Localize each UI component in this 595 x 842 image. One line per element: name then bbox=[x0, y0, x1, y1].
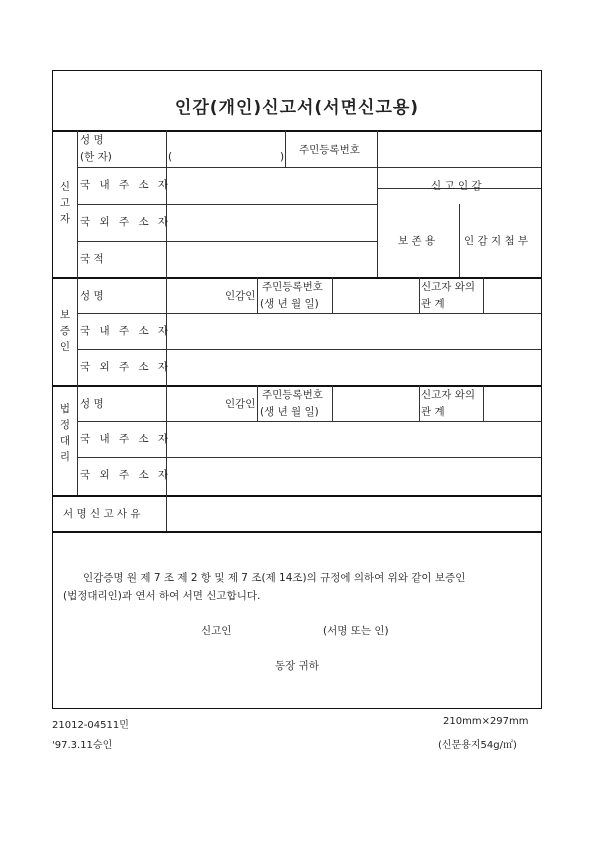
guarantor-section-label: 보증인 bbox=[59, 309, 71, 353]
applicant-section-label: 신고자 bbox=[59, 181, 71, 225]
section-line bbox=[53, 277, 541, 279]
section-line bbox=[53, 495, 541, 497]
col-line bbox=[419, 385, 420, 421]
row-line bbox=[77, 167, 541, 168]
legal-rep-resident-no-label: 주민등록번호 bbox=[262, 389, 323, 401]
col-line bbox=[377, 130, 378, 277]
addressee: 동장 귀하 bbox=[275, 660, 319, 672]
col-line bbox=[332, 385, 333, 421]
row-line bbox=[77, 313, 541, 314]
col-line bbox=[285, 130, 286, 167]
keep-label: 보 존 용 bbox=[398, 235, 436, 247]
row-line bbox=[77, 457, 541, 458]
guarantor-resident-no-label: 주민등록번호 bbox=[262, 281, 323, 293]
legal-rep-name-label: 성 명 bbox=[80, 398, 104, 410]
row-line bbox=[77, 204, 377, 205]
form-number: 21012-04511민 bbox=[52, 720, 129, 731]
applicant-name-label: 성 명 bbox=[80, 134, 104, 146]
col-line bbox=[459, 204, 460, 277]
applicant-foreign-addr-label: 국 외 주 소 자 bbox=[80, 216, 172, 228]
seal-attach-label: 인 감 지 첨 부 bbox=[464, 235, 529, 247]
signer-note: (서명 또는 인) bbox=[323, 625, 389, 637]
form-frame bbox=[52, 70, 542, 709]
guarantor-seal-label: 인감인 bbox=[225, 290, 256, 302]
hanja-paren-close: ) bbox=[280, 151, 285, 163]
row-line bbox=[77, 421, 541, 422]
hanja-paren-open: ( bbox=[168, 151, 173, 163]
col-line bbox=[332, 277, 333, 313]
guarantor-name-label: 성 명 bbox=[80, 290, 104, 302]
col-line bbox=[419, 277, 420, 313]
applicant-domestic-addr-label: 국 내 주 소 자 bbox=[80, 179, 172, 191]
form-title: 인감(개인)신고서(서면신고용) bbox=[174, 98, 420, 118]
paper-size: 210mm×297mm bbox=[443, 716, 529, 727]
statement-line-2: (법정대리인)과 연서 하여 서면 신고합니다. bbox=[63, 590, 261, 602]
section-line bbox=[53, 385, 541, 387]
legal-rep-seal-label: 인감인 bbox=[225, 398, 256, 410]
guarantor-foreign-addr-label: 국 외 주 소 자 bbox=[80, 361, 172, 373]
signer-label: 신고인 bbox=[201, 625, 232, 637]
legal-rep-domestic-addr-label: 국 내 주 소 자 bbox=[80, 433, 172, 445]
statement-line-1: 인감증명 원 제 7 조 제 2 항 및 제 7 조(제 14조)의 규정에 의하여 위와 같이 보증인 bbox=[83, 572, 466, 584]
row-line bbox=[77, 349, 541, 350]
seal-label: 신 고 인 감 bbox=[431, 180, 482, 192]
col-line bbox=[483, 277, 484, 313]
legal-rep-relation-label-1: 신고자 와의 bbox=[421, 389, 476, 401]
row-line bbox=[77, 241, 377, 242]
guarantor-domestic-addr-label: 국 내 주 소 자 bbox=[80, 325, 172, 337]
col-line bbox=[483, 385, 484, 421]
paper-type: (신문용지54g/㎡) bbox=[438, 740, 517, 751]
applicant-resident-no-label: 주민등록번호 bbox=[299, 144, 360, 156]
legal-rep-birth-label: (생 년 월 일) bbox=[260, 406, 319, 418]
col-line bbox=[257, 277, 258, 313]
title-divider bbox=[53, 130, 541, 132]
reason-label: 서 명 신 고 사 유 bbox=[63, 508, 141, 520]
legal-rep-relation-label-2: 관 계 bbox=[421, 406, 445, 418]
legal-rep-foreign-addr-label: 국 외 주 소 자 bbox=[80, 469, 172, 481]
legal-rep-section-label: 법정대리 bbox=[59, 403, 71, 463]
applicant-nationality-label: 국 적 bbox=[80, 253, 104, 265]
col-line bbox=[257, 385, 258, 421]
guarantor-relation-label-2: 관 계 bbox=[421, 298, 445, 310]
applicant-hanja-label: (한 자) bbox=[80, 151, 112, 163]
section-line bbox=[53, 531, 541, 533]
guarantor-relation-label-1: 신고자 와의 bbox=[421, 281, 476, 293]
guarantor-birth-label: (생 년 월 일) bbox=[260, 298, 319, 310]
col-line bbox=[77, 130, 78, 495]
approval-date: '97.3.11승인 bbox=[52, 740, 113, 751]
